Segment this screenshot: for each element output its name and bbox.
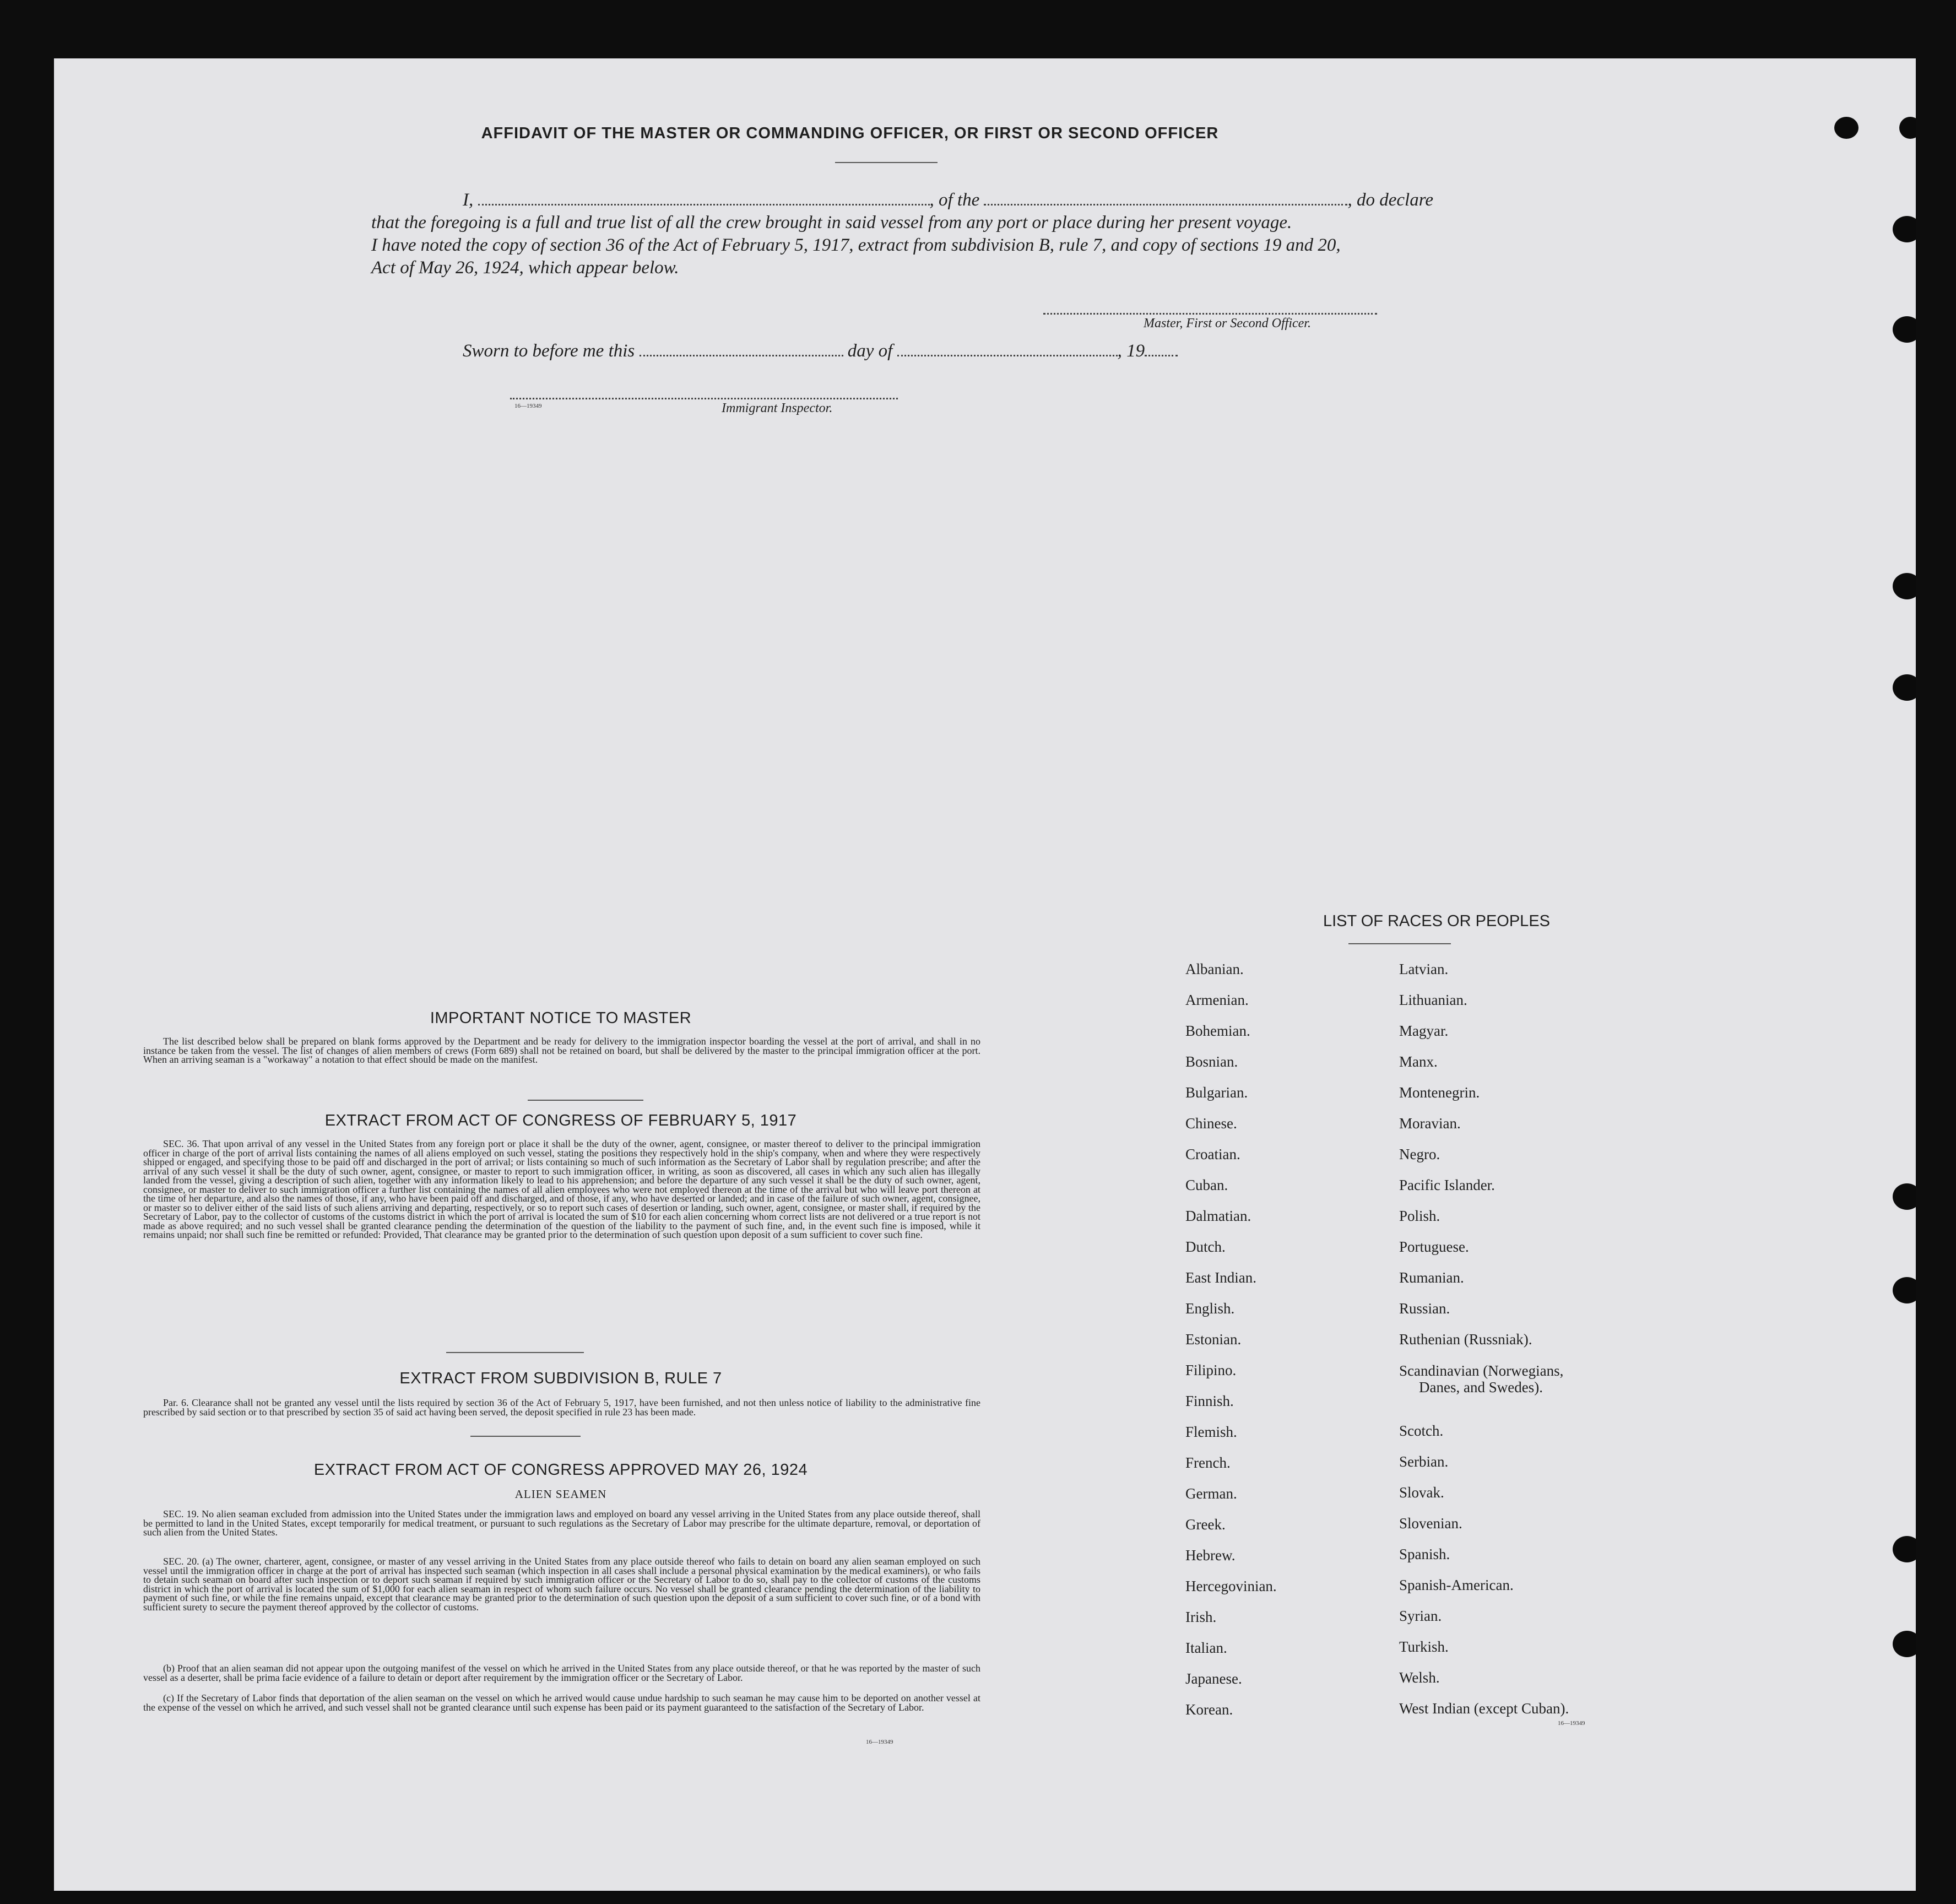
race-item: Filipino. xyxy=(1185,1362,1237,1378)
affidavit-line-2: that the foregoing is a full and true list of all the crew brought in said vessel from any port or place during her present voyage. xyxy=(371,213,1292,232)
notice-text: The list described below shall be prepared on blank forms approved by the Department and be ready for delivery to the immigration inspector boarding the vessel at the port of arrival, and shall in no instance be taken from the vessel. The list of changes of alien members of crews (Form 689) shall not be retained on board, but shall be delivered by the master to the principal immigration officer at the port. When an arriving seaman is a "workaway" a notation to that effect should be made on the manifest. xyxy=(143,1036,980,1065)
affidavit-declare: , do declare xyxy=(1347,190,1433,210)
divider xyxy=(446,1352,584,1353)
race-item: Polish. xyxy=(1399,1208,1440,1224)
race-item: Slovak. xyxy=(1399,1484,1444,1501)
race-item: Portuguese. xyxy=(1399,1238,1469,1255)
race-item: Welsh. xyxy=(1399,1669,1440,1686)
extract-1924-title: EXTRACT FROM ACT OF CONGRESS APPROVED MAY 26, 1924 xyxy=(313,1461,808,1479)
race-item: French. xyxy=(1185,1454,1231,1471)
punch-hole xyxy=(1893,1277,1916,1303)
punch-hole xyxy=(1834,117,1859,139)
race-item: Turkish. xyxy=(1399,1638,1449,1655)
races-right-column xyxy=(1399,954,1569,1724)
race-item-line: Danes, and Swedes). xyxy=(1419,1379,1543,1395)
race-item: Rumanian. xyxy=(1399,1269,1464,1286)
race-item: Flemish. xyxy=(1185,1424,1237,1440)
race-item: Estonian. xyxy=(1185,1331,1242,1348)
vessel-field[interactable] xyxy=(984,187,1347,205)
race-item: Latvian. xyxy=(1399,961,1449,977)
race-item: Japanese. xyxy=(1185,1670,1242,1687)
alien-seamen-subtitle: ALIEN SEAMEN xyxy=(514,1488,607,1501)
extract-rule7-title: EXTRACT FROM SUBDIVISION B, RULE 7 xyxy=(399,1370,722,1387)
affidavit-title: AFFIDAVIT OF THE MASTER OR COMMANDING OFFICER, OR FIRST OR SECOND OFFICER xyxy=(481,125,1219,142)
race-item: Chinese. xyxy=(1185,1115,1237,1132)
race-item: Ruthenian (Russniak). xyxy=(1399,1331,1532,1348)
race-item: Irish. xyxy=(1185,1609,1217,1625)
race-item: Magyar. xyxy=(1399,1023,1449,1039)
race-item: Cuban. xyxy=(1185,1177,1228,1193)
race-item: West Indian (except Cuban). xyxy=(1399,1700,1569,1717)
extract-rule7-text: Par. 6. Clearance shall not be granted any vessel until the lists required by section 36 of the Act of February 5, 1917, have been furnished, and not then unless notice of liability to the administrative fine prescribed by said section or to that prescribed by section 35 of said act having been served, the deposit specified in rule 23 has been made. xyxy=(143,1397,980,1418)
race-item: Lithuanian. xyxy=(1399,992,1467,1008)
races-left-column xyxy=(1185,954,1277,1725)
divider xyxy=(470,1436,581,1437)
race-item: Pacific Islander. xyxy=(1399,1177,1495,1193)
sworn-year: , 19 xyxy=(1117,341,1145,361)
race-item: Greek. xyxy=(1185,1516,1226,1533)
race-item: Albanian. xyxy=(1185,961,1244,977)
master-signature-label: Master, First or Second Officer. xyxy=(1144,316,1311,331)
punch-hole xyxy=(1893,216,1916,242)
punch-hole xyxy=(1893,674,1916,701)
race-item: Bosnian. xyxy=(1185,1053,1238,1070)
race-item: Spanish-American. xyxy=(1399,1577,1514,1593)
punch-hole xyxy=(1893,1631,1916,1657)
race-item: Hercegovinian. xyxy=(1185,1578,1277,1594)
race-item: Syrian. xyxy=(1399,1608,1442,1624)
divider xyxy=(528,1100,643,1101)
race-item: Manx. xyxy=(1399,1053,1438,1070)
race-item: Montenegrin. xyxy=(1399,1084,1480,1101)
sec20c-text: (c) If the Secretary of Labor finds that deportation of the alien seaman on the vessel on which he arrived would cause undue hardship to such seaman he may cause him to be deported on another vessel at the expense of the vessel on which he arrived, and such vessel shall not be granted clearance until such expense has been paid or its payment guaranteed to the satisfaction of the Secretary of Labor. xyxy=(143,1692,980,1713)
form-number: 16—19349 xyxy=(1558,1720,1585,1727)
punch-hole xyxy=(1893,1183,1916,1210)
race-item: Serbian. xyxy=(1399,1453,1449,1470)
race-item-line: Scandinavian (Norwegians, xyxy=(1399,1362,1564,1379)
race-item: Korean. xyxy=(1185,1701,1233,1718)
sworn-text: Sworn to before me this xyxy=(463,341,635,361)
race-item: Dutch. xyxy=(1185,1238,1226,1255)
race-item: Bohemian. xyxy=(1185,1023,1250,1039)
race-item: East Indian. xyxy=(1185,1269,1256,1286)
divider xyxy=(1348,943,1451,944)
sworn-line xyxy=(371,338,1451,363)
punch-hole xyxy=(1899,117,1916,139)
master-signature-line[interactable] xyxy=(1043,313,1377,315)
punch-hole xyxy=(1893,573,1916,599)
race-item: Negro. xyxy=(1399,1146,1440,1162)
race-item: Bulgarian. xyxy=(1185,1084,1248,1101)
race-item: Slovenian. xyxy=(1399,1515,1462,1532)
race-item: Croatian. xyxy=(1185,1146,1240,1162)
form-number: 16—19349 xyxy=(514,403,542,409)
extract-1917-title: EXTRACT FROM ACT OF CONGRESS OF FEBRUARY 5, 1917 xyxy=(324,1112,797,1129)
race-item: Finnish. xyxy=(1185,1393,1234,1409)
inspector-signature-line[interactable] xyxy=(510,398,898,399)
sworn-year-field[interactable] xyxy=(1145,338,1178,356)
affidavit-text xyxy=(371,187,1451,279)
title-divider xyxy=(835,162,938,163)
race-item: Moravian. xyxy=(1399,1115,1461,1132)
name-field[interactable] xyxy=(478,187,930,205)
race-item: English. xyxy=(1185,1300,1235,1317)
affidavit-line-3: I have noted the copy of section 36 of the Act of February 5, 1917, extract from subdivision B, rule 7, and copy of sections 19 and 20, xyxy=(371,235,1341,255)
inspector-label: Immigrant Inspector. xyxy=(722,401,833,415)
sworn-day-of: day of xyxy=(847,341,893,361)
form-number: 16—19349 xyxy=(866,1739,893,1745)
race-item: Russian. xyxy=(1399,1300,1450,1317)
form-sheet xyxy=(54,58,1916,1891)
race-item: Hebrew. xyxy=(1185,1547,1236,1564)
sworn-month-field[interactable] xyxy=(897,338,1118,356)
race-item: Armenian. xyxy=(1185,992,1249,1008)
punch-hole xyxy=(1893,1536,1916,1562)
race-item: German. xyxy=(1185,1485,1237,1502)
race-item: Spanish. xyxy=(1399,1546,1450,1562)
extract-1917-text: SEC. 36. That upon arrival of any vessel in the United States from any foreign port or place it shall be the duty of the owner, agent, consignee, or master thereof to deliver to the principal immigration officer in charge of the port of arrival lists containing the names of all aliens employed on such vessel, stating the positions they respectively hold in the ship's company, when and where they were respectively shipped or engaged, and specifying those to be paid off and discharged in the port of arrival; or lists containing so much of such information as the Secretary of Labor shall by regulation prescribe; and after the arrival of any such vessel it shall be the duty of such owner, agent, consignee, or master to report to such immigration officer, in writing, as soon as discovered, all cases in which any such alien has illegally landed from the vessel, giving a description of such alien, together with any information likely to lead to his apprehension; and before the departure of any such vessel it shall be the duty of such owner, agent, consignee, or master to deliver to such immigration officer a further list containing the names of all alien employees who were not employed thereon at the time of the arrival but who will leave port thereon at the time of her departure, and also the names of those, if any, who have been paid off and discharged, and of those, if any, who have deserted or landed; and in case of the failure of such owner, agent, consignee, or master so to deliver either of the said lists of such aliens arriving and departing, respectively, or so to report such cases of desertion or landing, such owner, agent, consignee, or master shall, if required by the Secretary of Labor, pay to the collector of customs of the customs district in which the port of arrival is located the sum of $10 for each alien concerning whom correct lists are not delivered or a true report is not made as above required; and no such vessel shall be granted clearance pending the determination of the question of the liability to the payment of such fine, and, in the event such fine is imposed, while it remains unpaid; nor shall such fine be remitted or refunded: Provided, That clearance may be granted prior to the determination of such question upon deposit of a sum sufficient to cover such fine. xyxy=(143,1138,980,1240)
affidavit-i: I, xyxy=(463,190,474,210)
race-item: Scotch. xyxy=(1399,1422,1444,1439)
sec19-text: SEC. 19. No alien seaman excluded from admission into the United States under the immigration laws and employed on board any vessel arriving in the United States from any place outside thereof, shall be permitted to land in the United States, except temporarily for medical treatment, or pursuant to such regulations as the Secretary of Labor may prescribe for the ultimate departure, removal, or deportation of such alien from the United States. xyxy=(143,1508,980,1538)
sec20a-text: SEC. 20. (a) The owner, charterer, agent, consignee, or master of any vessel arriving in the United States from any place outside thereof who fails to detain on board any alien seaman employed on such vessel until the immigration officer in charge at the port of arrival has inspected such seaman (which inspection in all cases shall include a personal physical examination by the medical examiners), or who fails to detain such seaman on board after such inspection or to deport such seaman if required by such immigration officer or the Secretary of Labor to do so, shall pay to the collector of customs of the customs district in which the port of arrival is located the sum of $1,000 for each alien seaman in respect of whom such failure occurs. No vessel shall be granted clearance pending the determination of the liability to payment of such fine, or while the fine remains unpaid, except that clearance may be granted prior to the determination of such question upon the deposit of a sum sufficient to cover such fine, or of a bond with sufficient surety to secure the payment thereof approved by the collector of customs. xyxy=(143,1556,980,1613)
affidavit-line-4: Act of May 26, 1924, which appear below. xyxy=(371,258,679,278)
notice-title: IMPORTANT NOTICE TO MASTER xyxy=(430,1009,692,1027)
sec20b-text: (b) Proof that an alien seaman did not appear upon the outgoing manifest of the vessel on which he arrived in the United States from any place outside thereof, or that he was reported by the master of such vessel as a deserter, shall be prima facie evidence of a failure to detain or deport after requirement by the immigration officer or the Secretary of Labor. xyxy=(143,1663,980,1683)
race-item: Italian. xyxy=(1185,1640,1227,1656)
sworn-day-field[interactable] xyxy=(640,338,843,356)
race-item: Dalmatian. xyxy=(1185,1208,1251,1224)
punch-hole xyxy=(1893,316,1916,343)
affidavit-of-the: , of the xyxy=(929,190,980,210)
races-title: LIST OF RACES OR PEOPLES xyxy=(1323,912,1551,930)
race-item xyxy=(1399,1355,1569,1415)
